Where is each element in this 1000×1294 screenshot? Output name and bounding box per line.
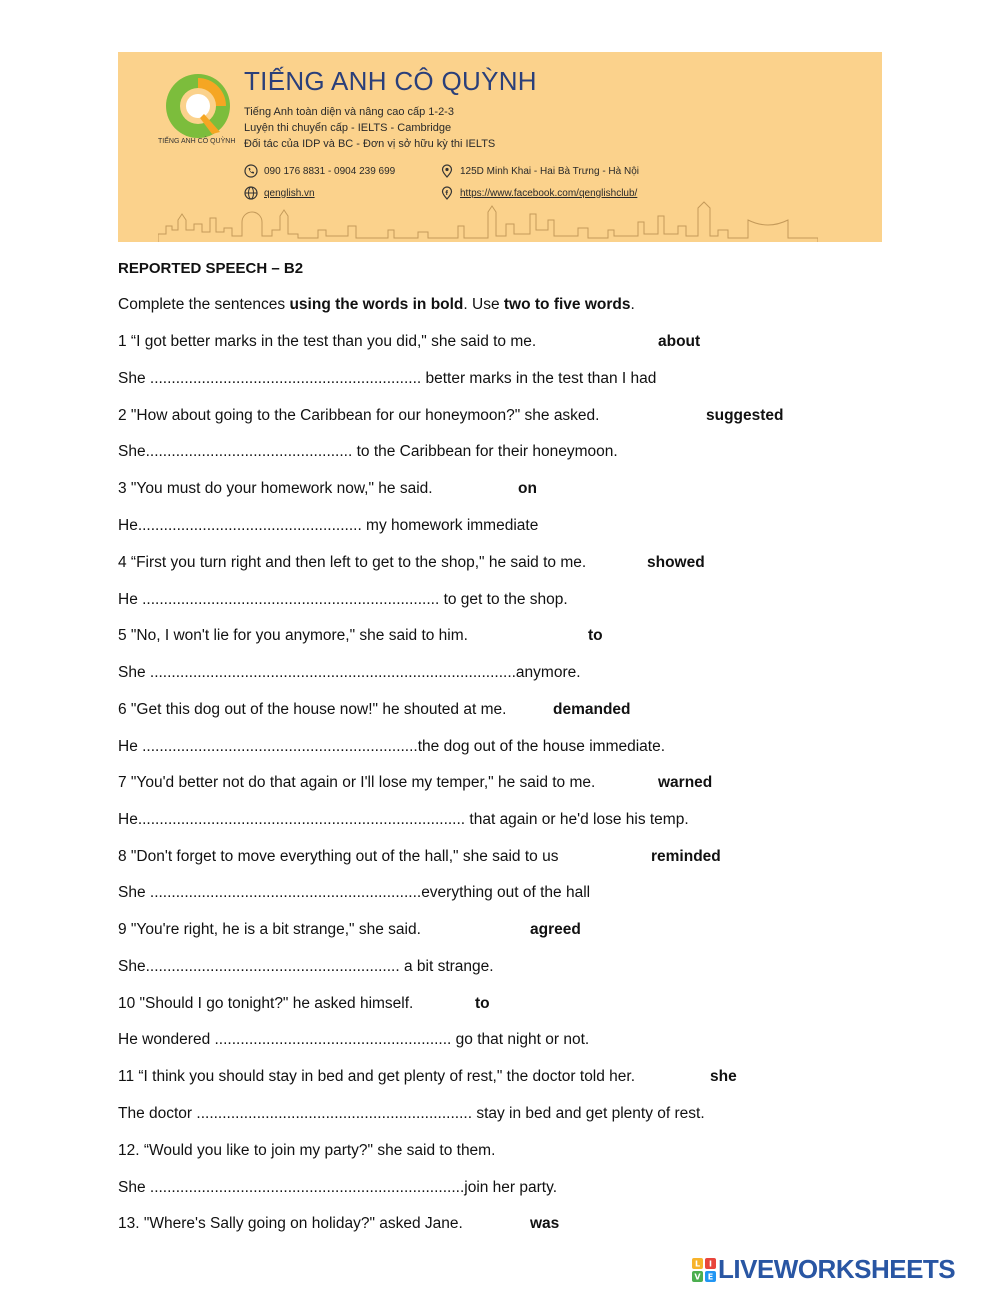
phone-icon <box>244 164 258 178</box>
location-pin-icon <box>440 164 454 178</box>
answer-line-2[interactable]: She................................................ to the Caribbean for their honeymoon. <box>118 443 618 460</box>
answer-line-4[interactable]: He ..................................................................... to get to the shop. <box>118 591 568 608</box>
mark-letter-l: L <box>694 1259 701 1268</box>
facebook-link[interactable]: https://www.facebook.com/qenglishclub/ <box>460 187 638 199</box>
answer-line-1[interactable]: She ............................................................... better marks in the test than I had <box>118 370 657 387</box>
answer-line-10[interactable]: He wondered ....................................................... go that night or not. <box>118 1031 590 1048</box>
phone-contact <box>244 164 395 178</box>
facebook-contact[interactable] <box>440 186 637 200</box>
keyword-8: reminded <box>651 848 721 865</box>
keyword-13: was <box>530 1215 560 1232</box>
liveworksheets-mark-icon <box>692 1258 716 1282</box>
instruction-bold: using the words in bold <box>289 296 464 313</box>
header-banner <box>118 52 882 242</box>
question-6: 6 "Get this dog out of the house now!" he shouted at me. <box>118 701 507 718</box>
tagline-1: Tiếng Anh toàn diện và nâng cao cấp 1-2-3 <box>244 106 454 118</box>
website-contact[interactable] <box>244 186 315 200</box>
answer-line-3[interactable]: He.................................................... my homework immediate <box>118 517 539 534</box>
page-title: REPORTED SPEECH – B2 <box>118 260 304 277</box>
question-7: 7 "You'd better not do that again or I'll lose my temper," he said to me. <box>118 774 596 791</box>
brand-title: TIẾNG ANH CÔ QUỲNH <box>244 66 537 96</box>
question-9: 9 "You're right, he is a bit strange," she said. <box>118 921 421 938</box>
website-link[interactable]: qenglish.vn <box>264 187 315 199</box>
instruction <box>118 295 635 315</box>
instruction-text: Complete the sentences <box>118 296 290 313</box>
address-text: 125D Minh Khai - Hai Bà Trưng - Hà Nội <box>460 165 639 177</box>
question-5: 5 "No, I won't lie for you anymore," she said to him. <box>118 627 468 644</box>
address-contact <box>440 164 639 178</box>
globe-icon <box>244 186 258 200</box>
keyword-6: demanded <box>553 701 631 718</box>
answer-line-6[interactable]: He ................................................................the dog out of the house immediate. <box>118 738 666 755</box>
keyword-11: she <box>710 1068 737 1085</box>
tagline-3: Đối tác của IDP và BC - Đơn vị sở hữu kỳ thi IELTS <box>244 138 496 150</box>
question-13: 13. "Where's Sally going on holiday?" asked Jane. <box>118 1215 463 1232</box>
answer-line-8[interactable]: She ...............................................................everything out of the hall <box>118 884 591 901</box>
city-skyline-illustration <box>158 200 818 242</box>
keyword-7: warned <box>658 774 713 791</box>
instruction-text: . <box>630 296 635 313</box>
mark-letter-i: I <box>709 1259 712 1268</box>
question-1: 1 “I got better marks in the test than you did," she said to me. <box>118 333 537 350</box>
q-logo-icon <box>162 70 234 148</box>
question-10: 10 "Should I go tonight?" he asked himself. <box>118 995 414 1012</box>
keyword-2: suggested <box>706 407 784 424</box>
mark-letter-e: E <box>707 1272 714 1281</box>
mark-letter-v: V <box>694 1272 701 1281</box>
question-2: 2 "How about going to the Caribbean for our honeymoon?" she asked. <box>118 407 600 424</box>
question-3: 3 "You must do your homework now," he said. <box>118 480 433 497</box>
instruction-text: . Use <box>463 296 504 313</box>
answer-line-7[interactable]: He............................................................................ that again or he'd lose his temp. <box>118 811 689 828</box>
liveworksheets-logo[interactable] <box>692 1254 955 1285</box>
question-12: 12. “Would you like to join my party?" she said to them. <box>118 1142 496 1159</box>
keyword-1: about <box>658 333 701 350</box>
phone-text: 090 176 8831 - 0904 239 699 <box>264 165 396 177</box>
question-8: 8 "Don't forget to move everything out of the hall," she said to us <box>118 848 559 865</box>
keyword-4: showed <box>647 554 705 571</box>
liveworksheets-wordmark: LIVEWORKSHEETS <box>718 1254 956 1284</box>
instruction-bold: two to five words <box>503 296 631 313</box>
logo-caption: TIẾNG ANH CÔ QUỲNH <box>158 138 236 145</box>
facebook-icon <box>440 186 454 200</box>
answer-line-12[interactable]: She .........................................................................join her party. <box>118 1179 558 1196</box>
keyword-9: agreed <box>530 921 581 938</box>
keyword-3: on <box>518 480 537 497</box>
answer-line-11[interactable]: The doctor ................................................................ stay in bed and get plenty of rest. <box>118 1105 705 1122</box>
answer-line-5[interactable]: She .....................................................................................anymore. <box>118 664 581 681</box>
answer-line-9[interactable]: She........................................................... a bit strange. <box>118 958 494 975</box>
question-4: 4 “First you turn right and then left to get to the shop," he said to me. <box>118 554 587 571</box>
keyword-10: to <box>475 995 490 1012</box>
question-11: 11 “I think you should stay in bed and get plenty of rest," the doctor told her. <box>118 1068 636 1085</box>
tagline-2: Luyện thi chuyển cấp - IELTS - Cambridge <box>244 122 452 134</box>
keyword-5: to <box>588 627 603 644</box>
